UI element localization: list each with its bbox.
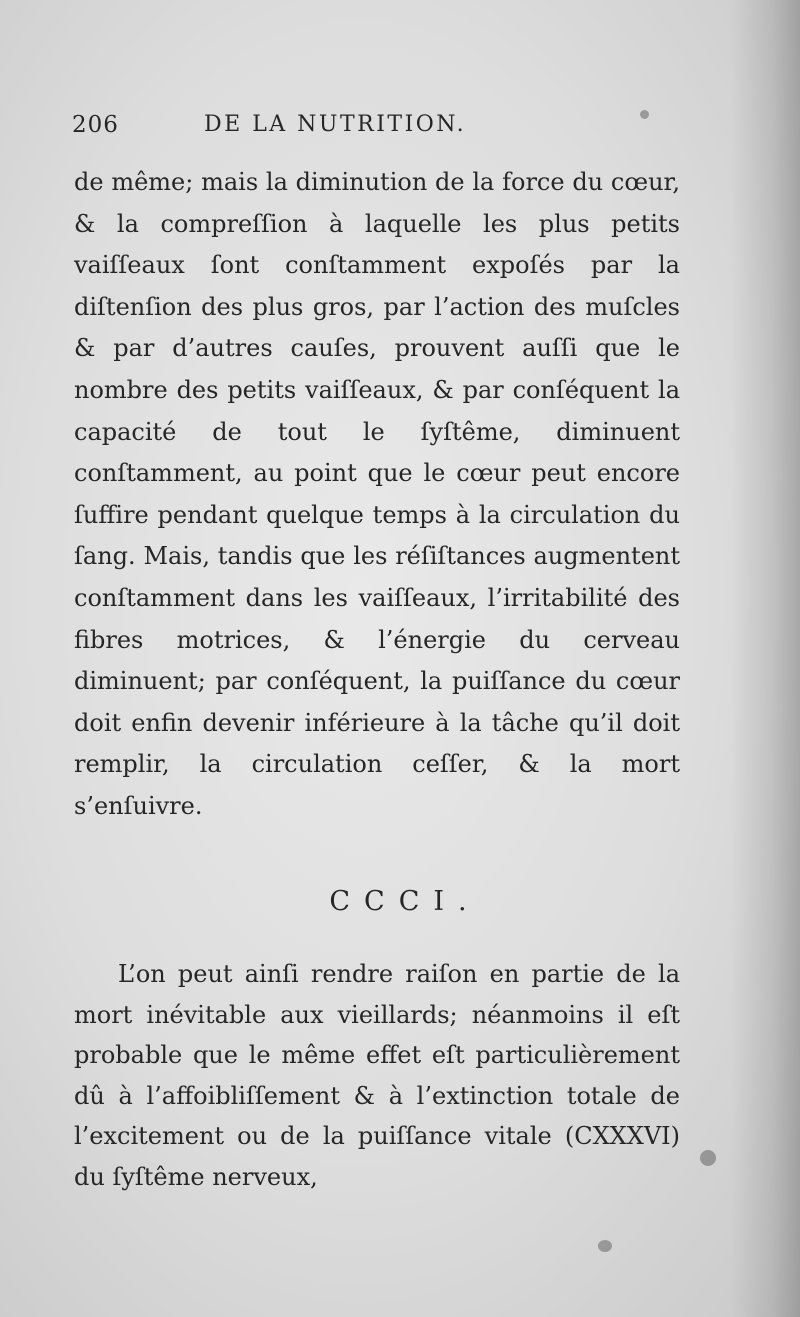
page-header <box>72 112 672 152</box>
ink-speck <box>700 1150 716 1166</box>
running-head: DE LA NUTRITION. <box>204 112 467 137</box>
page-edge-shadow <box>730 0 800 1317</box>
page-number: 206 <box>72 112 119 138</box>
ink-speck <box>598 1240 612 1252</box>
paragraph-continued: de même; mais la diminution de la force du cœur, & la compreſſion à laquelle les plus petits vaiſſeaux ſont conſtamment expoſés par la diſtenſion des plus gros, par l’action des muſcles & par d’autres cauſes, prouvent auſſi que le nombre des petits vaiſſeaux, & par conſéquent la capacité de tout le ſyſtême, diminuent conſtamment, au point que le cœur peut encore ſuffire pendant quelque temps à la circulation du ſang. Mais, tandis que les réſiſtances augmentent conſtamment dans les vaiſſeaux, l’irritabilité des fibres motrices, & l’énergie du cerveau diminuent; par conſéquent, la puiſſance du cœur doit enfin devenir inférieure à la tâche qu’il doit remplir, la circulation ceſſer, & la mort s’enſuivre. <box>74 168 680 820</box>
ink-speck <box>640 110 649 119</box>
paragraph-new: L’on peut ainſi rendre raiſon en partie de la mort inévitable aux vieillards; néanmoins il eſt probable que le même effet eſt particulièrement dû à l’affoibliſſement & à l’extinction totale de l’excitement ou de la puiſſance vitale (CXXXVI) du ſyſtême nerveux, <box>74 960 680 1191</box>
section-heading: CCCI. <box>329 886 481 917</box>
